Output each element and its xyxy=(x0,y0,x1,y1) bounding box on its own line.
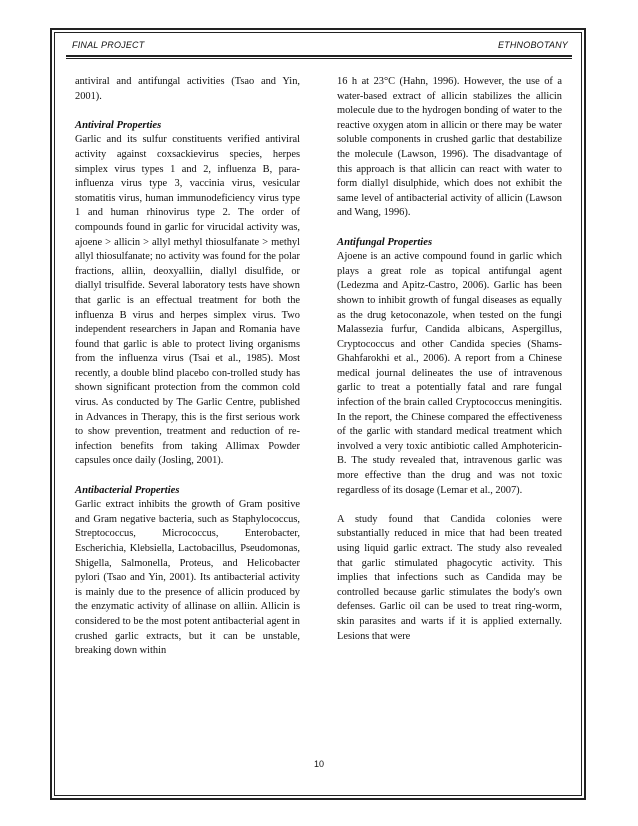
antiviral-paragraph: Garlic and its sulfur constituents verified antiviral activity against coxsackievirus species, herpes simplex virus types 1 and 2, influenza B, para-influenza virus type 3, vaccinia virus, vesicular stomatitis virus, human immunodeficiency virus type 1 and human rhinovirus type 2. The order of compounds found in garlic for virucidal activity was, ajoene > allicin > allyl methyl thiosulfanate > methyl allyl thiosulfanate; no activity was found for the polar fractions, alliin, deoxyalliin, diallyl disulfide, or diallyl trisulfide. Several laboratory tests have shown that garlic is an effectual treatment for both the influenza B virus and herpes simplex virus. Two independent researchers in Japan and Romania have found that garlic is able to protect living organisms from the influenza virus (Tsai et al., 1985). Most recently, a double blind placebo con-trolled study has shown significant protection from the common cold virus. As conducted by The Garlic Centre, published in Advances in Therapy, this is the first serious work to show prevention, treatment and reduction of re-infection benefits from taking Allimax Powder capsules once daily (Josling, 2001). xyxy=(75,134,300,467)
right-column xyxy=(337,75,562,644)
antifungal-heading: Antifungal Properties xyxy=(337,236,433,248)
left-column xyxy=(75,75,300,659)
antibacterial-heading: Antibacterial Properties xyxy=(75,484,180,496)
header-rule-thin xyxy=(66,58,572,59)
running-header xyxy=(72,40,568,50)
antiviral-heading: Antiviral Properties xyxy=(75,119,162,131)
antibacterial-paragraph: Garlic extract inhibits the growth of Gram positive and Gram negative bacteria, such as Staphylococcus, Streptococcus, Micrococcus, Enterobacter, Escherichia, Klebsiella, Lactobacillus, Pseudomonas, Shigella, Salmonella, Proteus, and Helicobacter pylori (Tsao and Yin, 2001). Its antibacterial activity is mainly due to the presence of allicin produced by the enzymatic activity of allinase on alliin. Allicin is considered to be the most potent antibacterial agent in crushed garlic extracts, but it can be unstable, breaking down within xyxy=(75,499,300,657)
antifungal-paragraph: Ajoene is an active compound found in garlic which plays a great role as topical antifungal agent (Ledezma and Apitz-Castro, 2006). Garlic has been shown to inhibit growth of fungal diseases as equally as the drug ketoconazole, when tested on the fungi Malassezia furfur, Candida albicans, Aspergillus, Cryptococcus and other Candida species (Shams-Ghahfarokhi et al., 2006). A report from a Chinese medical journal delineates the use of intravenous garlic to treat a potentially fatal and rare fungal infection of the brain called Cryptococcus meningitis. In the report, the Chinese compared the effectiveness of the garlic with standard medical treatment which involved a very toxic antibiotic called Amphotericin-B. The study revealed that, intravenous garlic was more effective than the drug and was not toxic regardless of its dosage (Lemar et al., 2007). xyxy=(337,251,562,496)
header-rule xyxy=(66,55,572,57)
candida-paragraph: A study found that Candida colonies were substantially reduced in mice that had been treated using liquid garlic extract. The study also revealed that garlic stimulated phagocytic activity. This implies that infections such as Candida may be controlled because garlic stimulates the body's own defenses. Garlic oil can be used to treat ring-worm, skin parasites and warts if it is applied externally. Lesions that were xyxy=(337,513,562,642)
intro-paragraph: antiviral and antifungal activities (Tsao and Yin, 2001). xyxy=(75,76,300,102)
header-left: FINAL PROJECT xyxy=(72,40,145,50)
page-number: 10 xyxy=(313,759,324,769)
header-right: ETHNOBOTANY xyxy=(497,40,568,50)
continuation-paragraph: 16 h at 23°C (Hahn, 1996). However, the use of a water-based extract of allicin stabilizes the allicin molecule due to the hydrogen bonding of water to the reactive oxygen atom in allicin or there may be water soluble components in crushed garlic that destabilize the molecule (Lawson, 1996). The disadvantage of this approach is that allicin can react with water to form diallyl disulphide, which does not exhibit the same level of antibacterial activity of allicin (Lawson and Wang, 1996). xyxy=(337,76,562,219)
